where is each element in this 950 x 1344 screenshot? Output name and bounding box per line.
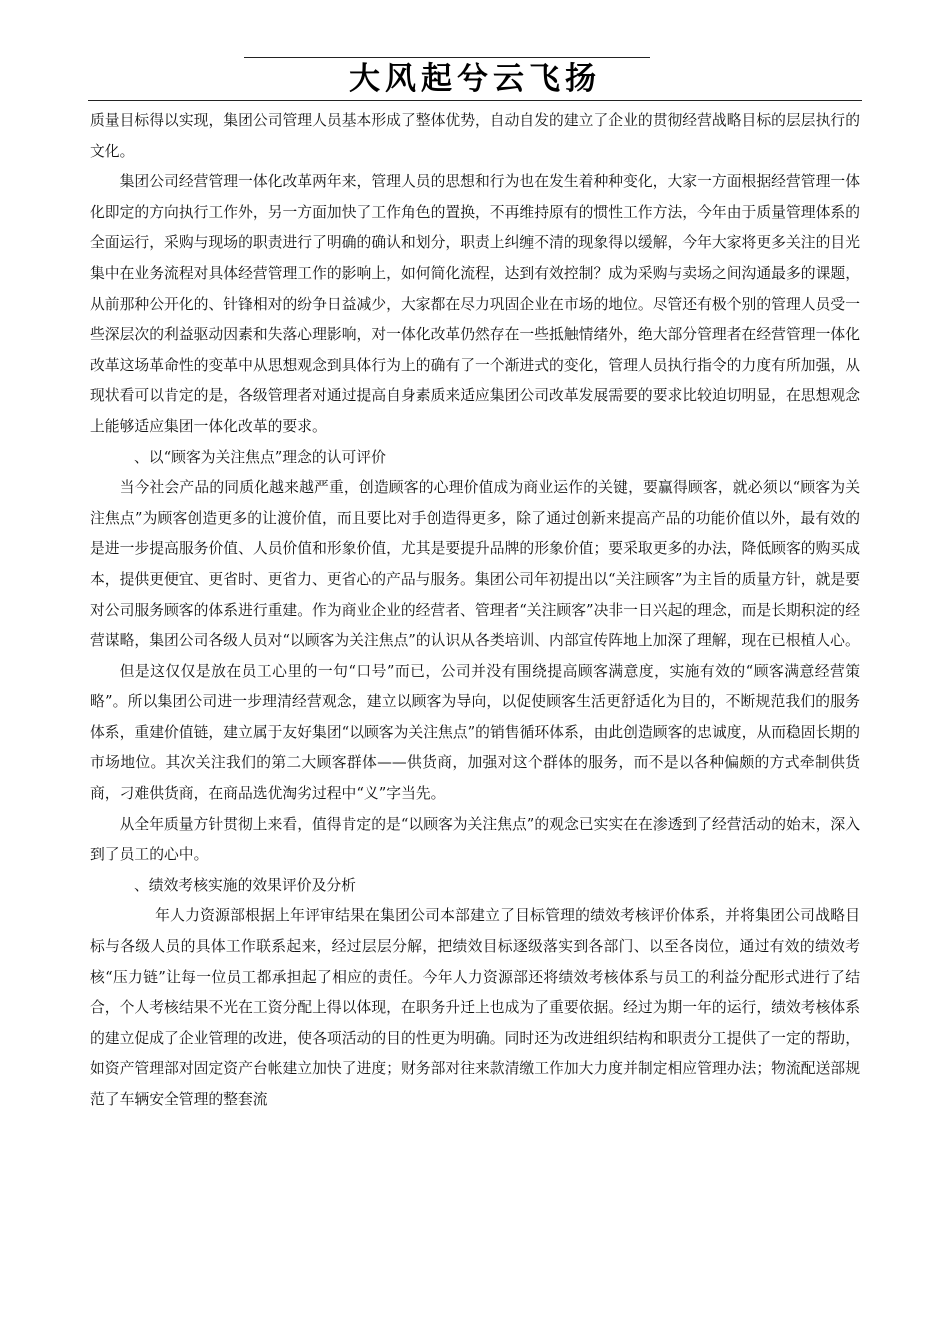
header-title: 大风起兮云飞扬: [349, 61, 601, 97]
paragraph-management-reform: 集团公司经营管理一体化改革两年来，管理人员的思想和行为也在发生着种种变化，大家一方面根据经营管理一体化即定的方向执行工作外，另一方面加快了工作角色的置换，不再维持原有的惯性工作方法，今年由于质量管理体系的全面运行，采购与现场的职责进行了明确的确认和划分，职责上纠缠不清的现象得以缓解，今年大家将更多关注的目光集中在业务流程对具体经营管理工作的影响上，如何简化流程，达到有效控制？成为采购与卖场之间沟通最多的课题，从前那种公开化的、针锋相对的纷争日益减少，大家都在尽力巩固企业在市场的地位。尽管还有极个别的管理人员受一些深层次的利益驱动因素和失落心理影响，对一体化改革仍然存在一些抵触情绪外，绝大部分管理者在经营管理一体化改革这场革命性的变革中从思想观念到具体行为上的确有了一个渐进式的变化，管理人员执行指令的力度有所加强，从现状看可以肯定的是，各级管理者对通过提高自身素质来适应集团公司改革发展需要的要求比较迫切明显，在思想观念上能够适应集团一体化改革的要求。: [90, 173, 860, 435]
paragraph-quality-policy: 从全年质量方针贯彻上来看，值得肯定的是“以顾客为关注焦点”的观念已实实在在渗透到了经营活动的始末，深入到了员工的心中。: [90, 815, 860, 864]
paragraph-continuation: 质量目标得以实现，集团公司管理人员基本形成了整体优势，自动自发的建立了企业的贯彻经营战略目标的层层执行的文化。: [90, 112, 860, 160]
paragraph-performance-appraisal: 年人力资源部根据上年评审结果在集团公司本部建立了目标管理的绩效考核评价体系，并将集团公司战略目标与各级人员的具体工作联系起来，经过层层分解，把绩效目标逐级落实到各部门、以至各岗位，通过有效的绩效考核“压力链”让每一位员工都承担起了相应的责任。今年人力资源部还将绩效考核体系与员工的利益分配形式进行了结合，个人考核结果不光在工资分配上得以体现，在职务升迁上也成为了重要依据。经过为期一年的运行，绩效考核体系的建立促成了企业管理的改进，使各项活动的目的性更为明确。同时还为改进组织结构和职责分工提供了一定的帮助，如资产管理部对固定资产台帐建立加快了进度；财务部对往来款清缴工作加大力度并制定相应管理办法；物流配送部规范了车辆安全管理的整套流: [90, 907, 860, 1108]
section-heading-customer-focus: 、以“顾客为关注焦点”理念的认可评价: [134, 448, 386, 466]
header-top-rule: [244, 57, 650, 58]
section-heading-performance: 、绩效考核实施的效果评价及分析: [134, 876, 356, 894]
page-header: [88, 0, 862, 104]
header-bottom-rule: [88, 100, 862, 101]
paragraph-customer-strategy: 但是这仅仅是放在员工心里的一句“口号”而已，公司并没有围绕提高顾客满意度，实施有效的“顾客满意经营策略”。所以集团公司进一步理清经营观念，建立以顾客为导向，以促使顾客生活更舒适化为目的，不断规范我们的服务体系，重建价值链，建立属于友好集团“以顾客为关注焦点”的销售循环体系，由此创造顾客的忠诚度，从而稳固长期的市场地位。其次关注我们的第二大顾客群体——供货商，加强对这个群体的服务，而不是以各种偏颇的方式牵制供货商，刁难供货商，在商品选优淘劣过程中“义”字当先。: [90, 662, 860, 803]
document-body: [90, 106, 860, 1116]
paragraph-customer-value: 当今社会产品的同质化越来越严重，创造顾客的心理价值成为商业运作的关键，要赢得顾客，就必须以“顾客为关注焦点”为顾客创造更多的让渡价值，而且要比对手创造得更多，除了通过创新来提高产品的功能价值以外，最有效的是进一步提高服务价值、人员价值和形象价值，尤其是要提升品牌的形象价值；要采取更多的办法，降低顾客的购买成本，提供更便宜、更省时、更省力、更省心的产品与服务。集团公司年初提出以“关注顾客”为主旨的质量方针，就是要对公司服务顾客的体系进行重建。作为商业企业的经营者、管理者“关注顾客”决非一日兴起的理念，而是长期积淀的经营谋略，集团公司各级人员对“以顾客为关注焦点”的认识从各类培训、内部宣传阵地上加深了理解，现在已根植人心。: [90, 479, 860, 650]
